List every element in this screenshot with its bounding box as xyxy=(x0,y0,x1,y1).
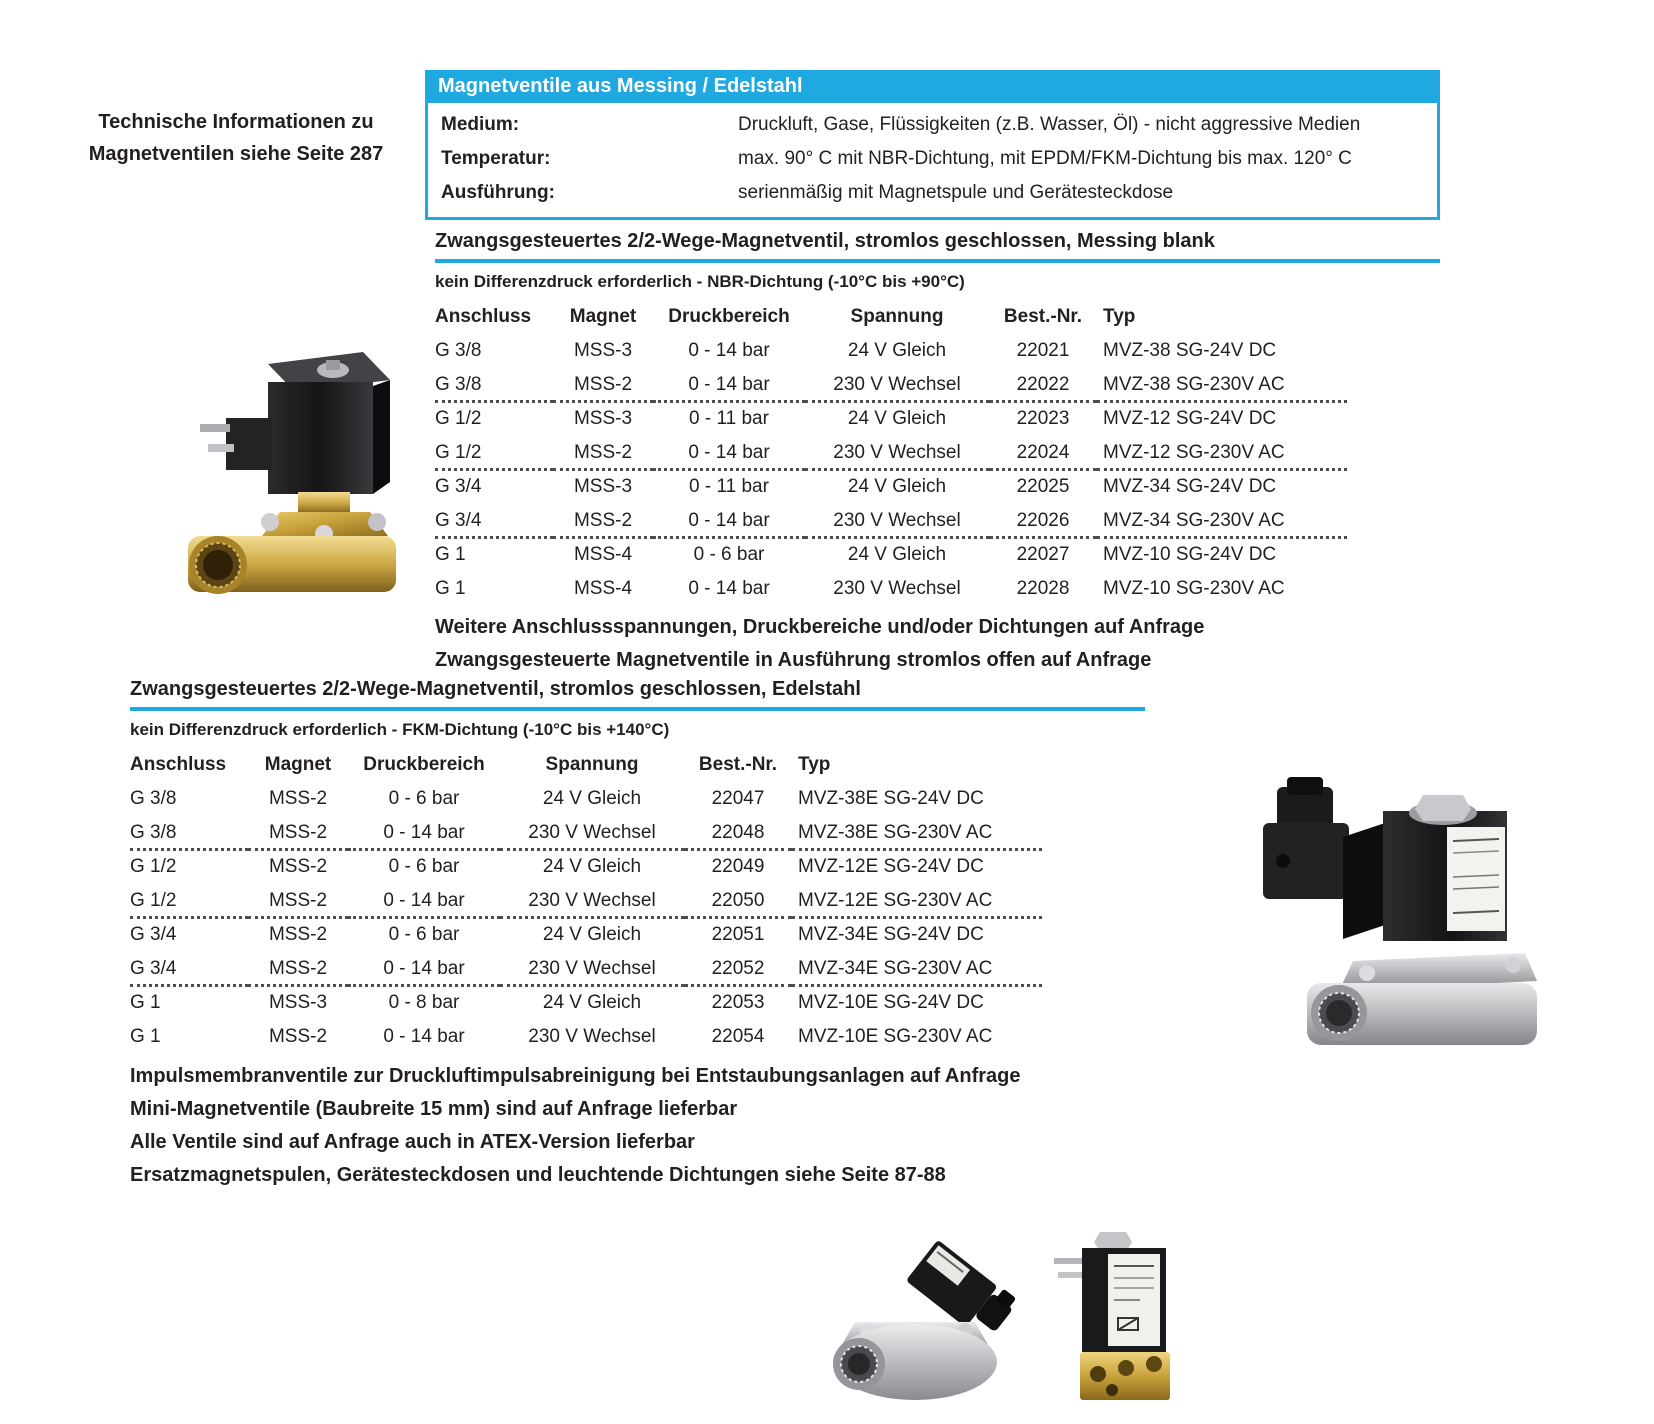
table-cell: G 3/4 xyxy=(130,924,177,945)
table-cell: G 1/2 xyxy=(130,856,177,877)
section-edelstahl-subtitle: kein Differenzdruck erforderlich - FKM-Dichtung (-10°C bis +140°C) xyxy=(130,720,670,739)
table-cell: 0 - 14 bar xyxy=(653,437,805,471)
table-cell: MSS-2 xyxy=(268,788,328,809)
column-header: Spannung xyxy=(545,754,639,775)
table-cell: 0 - 6 bar xyxy=(693,544,765,565)
table-cell: 22025 xyxy=(1016,476,1070,497)
table-cell: 24 V Gleich xyxy=(542,924,642,945)
table-cell: 0 - 6 bar xyxy=(388,924,460,945)
side-note-line1: Technische Informationen zu xyxy=(98,111,374,133)
table-cell: 24 V Gleich xyxy=(847,340,947,361)
table-cell: 22026 xyxy=(989,505,1097,539)
table-cell: G 1/2 xyxy=(435,408,482,429)
table-cell: G 1/2 xyxy=(435,437,553,471)
table-cell: 0 - 14 bar xyxy=(383,1026,465,1047)
table-cell: 24 V Gleich xyxy=(542,788,642,809)
info-label: Medium: xyxy=(441,114,520,135)
table-cell: G 3/8 xyxy=(130,788,177,809)
table-cell: MVZ-10 SG-230V AC xyxy=(1103,578,1285,599)
table-cell: MSS-2 xyxy=(553,505,653,539)
section-messing-rule xyxy=(435,259,1440,263)
info-value: Druckluft, Gase, Flüssigkeiten (z.B. Wasser, Öl) - nicht aggressive Medien xyxy=(738,114,1361,135)
table-cell: G 3/8 xyxy=(435,369,553,403)
table-cell: MVZ-38 SG-230V AC xyxy=(1097,369,1347,403)
table-cell: 230 V Wechsel xyxy=(805,369,989,403)
section-messing-subtitle: kein Differenzdruck erforderlich - NBR-Dichtung (-10°C bis +90°C) xyxy=(435,272,965,291)
note-mini-magnetventile: Mini-Magnetventile (Baubreite 15 mm) sind auf Anfrage lieferbar xyxy=(130,1098,738,1120)
table-cell: 0 - 6 bar xyxy=(388,856,460,877)
table-cell: MVZ-34 SG-24V DC xyxy=(1103,476,1277,497)
table-cell: MSS-2 xyxy=(268,856,328,877)
bottom-notes xyxy=(130,1060,1021,1192)
table-cell: MVZ-38E SG-230V AC xyxy=(792,817,1042,851)
table-cell: 0 - 8 bar xyxy=(388,992,460,1013)
table-cell: G 3/4 xyxy=(435,476,482,497)
table-cell: 0 - 11 bar xyxy=(689,408,769,429)
column-header: Typ xyxy=(1103,306,1136,327)
table-cell: G 1 xyxy=(435,544,466,565)
table-cell: 0 - 14 bar xyxy=(688,578,770,599)
section-edelstahl-title: Zwangsgesteuertes 2/2-Wege-Magnetventil, stromlos geschlossen, Edelstahl xyxy=(130,678,861,700)
table-cell: MSS-2 xyxy=(248,953,348,987)
table-cell: MVZ-38E SG-24V DC xyxy=(798,788,984,809)
info-box-title: Magnetventile aus Messing / Edelstahl xyxy=(425,70,1440,103)
table-cell: 230 V Wechsel xyxy=(500,953,684,987)
edelstahl-table xyxy=(130,749,1042,1055)
footnote-1: Weitere Anschlussspannungen, Druckbereiche und/oder Dichtungen auf Anfrage xyxy=(435,616,1205,638)
stainless-valve-illustration xyxy=(1235,765,1565,1065)
table-cell: MSS-2 xyxy=(553,437,653,471)
section-edelstahl xyxy=(130,678,1145,1055)
brass-valve-photo xyxy=(148,322,410,597)
table-cell: 0 - 14 bar xyxy=(348,885,500,919)
table-cell: MVZ-12E SG-230V AC xyxy=(792,885,1042,919)
column-header: Druckbereich xyxy=(363,754,485,775)
table-cell: 22024 xyxy=(989,437,1097,471)
side-note xyxy=(60,106,412,170)
table-cell: 24 V Gleich xyxy=(542,992,642,1013)
table-cell: MVZ-12 SG-24V DC xyxy=(1103,408,1277,429)
table-cell: 0 - 14 bar xyxy=(653,505,805,539)
info-row-ausfuehrung xyxy=(428,176,1437,210)
table-cell: 22054 xyxy=(711,1026,765,1047)
impulse-valve-illustration xyxy=(815,1230,1025,1405)
footnote-2: Zwangsgesteuerte Magnetventile in Ausführung stromlos offen auf Anfrage xyxy=(435,649,1152,671)
table-cell: MSS-3 xyxy=(268,992,328,1013)
table-cell: MSS-2 xyxy=(248,817,348,851)
table-cell: 22051 xyxy=(711,924,765,945)
section-messing-title: Zwangsgesteuertes 2/2-Wege-Magnetventil, stromlos geschlossen, Messing blank xyxy=(435,230,1215,252)
table-cell: 0 - 11 bar xyxy=(689,476,769,497)
table-cell: MVZ-10E SG-230V AC xyxy=(798,1026,993,1047)
table-cell: MSS-2 xyxy=(248,885,348,919)
note-atex: Alle Ventile sind auf Anfrage auch in ATEX-Version lieferbar xyxy=(130,1131,695,1153)
table-cell: MSS-2 xyxy=(268,1026,328,1047)
section-edelstahl-rule xyxy=(130,707,1145,711)
table-cell: 22053 xyxy=(711,992,765,1013)
table-cell: 230 V Wechsel xyxy=(805,437,989,471)
table-cell: 230 V Wechsel xyxy=(500,817,684,851)
impulse-valve-photo xyxy=(815,1230,1025,1405)
note-ersatzmagnetspulen: Ersatzmagnetspulen, Gerätesteckdosen und leuchtende Dichtungen siehe Seite 87-88 xyxy=(130,1164,946,1186)
section-messing xyxy=(435,230,1440,677)
table-cell: 230 V Wechsel xyxy=(805,505,989,539)
table-cell: 0 - 14 bar xyxy=(653,369,805,403)
table-cell: G 1 xyxy=(435,578,466,599)
table-cell: MVZ-12E SG-24V DC xyxy=(798,856,984,877)
side-note-line2: Magnetventilen siehe Seite 287 xyxy=(88,143,384,165)
info-box-body xyxy=(425,103,1440,220)
mini-valve-illustration xyxy=(1052,1222,1174,1407)
table-cell: MVZ-34 SG-230V AC xyxy=(1097,505,1347,539)
table-cell: 0 - 14 bar xyxy=(688,340,770,361)
table-cell: MSS-4 xyxy=(573,544,633,565)
info-row-medium xyxy=(428,108,1437,142)
table-cell: MVZ-38 SG-24V DC xyxy=(1103,340,1277,361)
column-header: Best.-Nr. xyxy=(698,754,778,775)
table-cell: G 3/8 xyxy=(435,340,482,361)
table-cell: MVZ-10 SG-24V DC xyxy=(1103,544,1277,565)
table-cell: 22028 xyxy=(1016,578,1070,599)
column-header: Typ xyxy=(798,754,831,775)
column-header: Anschluss xyxy=(435,306,532,327)
table-cell: MSS-3 xyxy=(573,476,633,497)
info-value: serienmäßig mit Magnetspule und Gerätesteckdose xyxy=(738,182,1174,203)
table-cell: 22048 xyxy=(684,817,792,851)
table-cell: 22052 xyxy=(684,953,792,987)
table-cell: MSS-3 xyxy=(573,340,633,361)
table-cell: MVZ-34E SG-230V AC xyxy=(792,953,1042,987)
table-cell: MVZ-12 SG-230V AC xyxy=(1097,437,1347,471)
table-cell: MSS-4 xyxy=(573,578,633,599)
stainless-valve-photo xyxy=(1235,765,1565,1065)
table-cell: 22047 xyxy=(711,788,765,809)
table-cell: 24 V Gleich xyxy=(847,476,947,497)
table-cell: 24 V Gleich xyxy=(847,408,947,429)
info-row-temperatur xyxy=(428,142,1437,176)
column-header: Anschluss xyxy=(130,754,227,775)
table-cell: 24 V Gleich xyxy=(847,544,947,565)
column-header: Spannung xyxy=(850,306,944,327)
table-cell: 22050 xyxy=(684,885,792,919)
table-cell: G 3/8 xyxy=(130,817,248,851)
note-impulsmembranventile: Impulsmembranventile zur Druckluftimpulsabreinigung bei Entstaubungsanlagen auf Anfrage xyxy=(130,1065,1021,1087)
table-cell: G 3/4 xyxy=(435,505,553,539)
column-header: Best.-Nr. xyxy=(1003,306,1083,327)
table-cell: 230 V Wechsel xyxy=(833,578,961,599)
table-cell: 22021 xyxy=(1016,340,1070,361)
info-value: max. 90° C mit NBR-Dichtung, mit EPDM/FKM-Dichtung bis max. 120° C xyxy=(738,148,1352,169)
column-header: Magnet xyxy=(569,306,637,327)
table-cell: 24 V Gleich xyxy=(542,856,642,877)
info-label: Temperatur: xyxy=(441,148,551,169)
table-cell: MVZ-34E SG-24V DC xyxy=(798,924,984,945)
info-label: Ausführung: xyxy=(441,182,555,203)
table-cell: MSS-3 xyxy=(573,408,633,429)
table-cell: G 1/2 xyxy=(130,885,248,919)
table-cell: 230 V Wechsel xyxy=(500,885,684,919)
table-cell: 0 - 6 bar xyxy=(388,788,460,809)
column-header: Magnet xyxy=(264,754,332,775)
table-cell: MSS-2 xyxy=(268,924,328,945)
table-cell: G 1 xyxy=(130,1026,161,1047)
table-cell: 22027 xyxy=(1016,544,1070,565)
table-cell: 0 - 14 bar xyxy=(348,953,500,987)
column-header: Druckbereich xyxy=(668,306,790,327)
table-cell: 230 V Wechsel xyxy=(528,1026,656,1047)
table-cell: 22022 xyxy=(989,369,1097,403)
info-box xyxy=(425,70,1440,220)
table-cell: 22023 xyxy=(1016,408,1070,429)
messing-table xyxy=(435,301,1347,607)
table-cell: 22049 xyxy=(711,856,765,877)
table-cell: MVZ-10E SG-24V DC xyxy=(798,992,984,1013)
brass-valve-illustration xyxy=(148,322,410,597)
table-cell: G 1 xyxy=(130,992,161,1013)
table-cell: MSS-2 xyxy=(553,369,653,403)
table-cell: 0 - 14 bar xyxy=(348,817,500,851)
mini-valve-photo xyxy=(1052,1222,1174,1407)
table-cell: G 3/4 xyxy=(130,953,248,987)
